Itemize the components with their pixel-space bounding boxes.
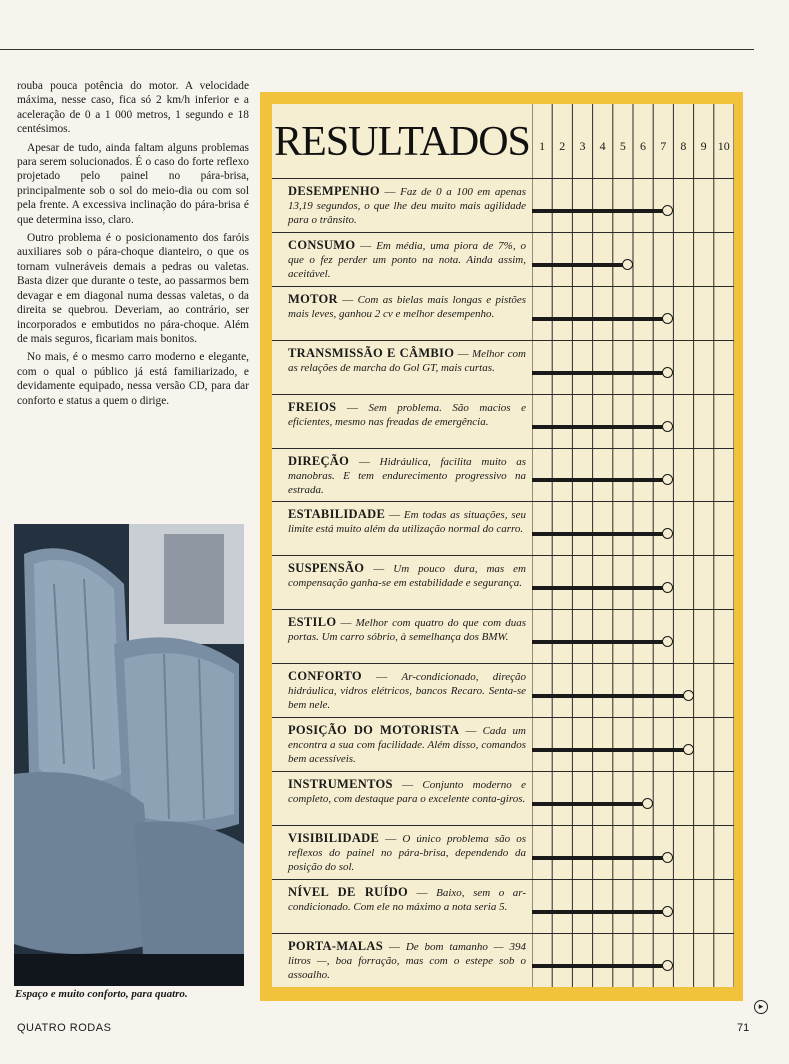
score-marker [662,205,673,216]
result-text: Melhor com quatro do que com duas portas. Um carro sóbrio, à semelhança dos BMW. [288,617,526,644]
result-row [272,717,734,772]
result-label: CONSUMO [288,237,356,252]
result-label: DESEMPENHO [288,184,380,198]
scale-number: 1 [539,139,546,153]
label-dash: — [459,725,483,737]
label-dash: — [361,671,402,684]
score-marker [662,528,673,539]
score-bar [532,910,663,914]
score-marker [662,421,673,432]
label-dash: — [379,832,403,845]
score-bar [532,317,663,321]
result-label: PORTA-MALAS [288,938,383,953]
scale-number: 9 [700,139,707,153]
scale-number: 4 [599,139,606,153]
end-mark-icon: ▸ [754,1000,768,1014]
result-label: VISIBILIDADE [288,830,380,845]
result-description [288,454,526,497]
result-description [288,723,526,766]
result-description [288,346,526,375]
result-label: ESTABILIDADE [288,507,386,522]
result-label: POSIÇÃO DO MOTORISTA [288,723,460,737]
score-bar [532,964,663,968]
article-text [17,79,249,412]
result-row [272,555,734,610]
result-row [272,448,734,503]
score-marker [683,690,694,701]
result-row [272,609,734,664]
result-description [288,184,526,227]
result-description [288,561,526,590]
score-marker [662,474,673,485]
result-label: NÍVEL DE RUÍDO [288,884,408,899]
result-text: Sem problema. São macios e eficientes, mesmo nas freadas de emergência. [288,401,526,428]
result-text: Em média, uma piora de 7%, o que o fez perder um ponto na nota. Ainda assim, aceitável. [288,239,527,280]
scale-number: 7 [660,139,667,153]
score-marker [662,313,673,324]
result-row [272,933,734,988]
scale-number: 2 [559,139,566,153]
result-row [272,501,734,556]
score-marker [662,367,673,378]
result-text: Hidráulica, facilita muito as manobras. E tem endurecimento progressivo na estrada. [288,455,526,496]
result-row [272,178,734,233]
score-marker [662,906,673,917]
result-label: DIREÇÃO [288,453,350,468]
score-bar [532,802,643,806]
label-dash: — [383,940,406,953]
label-dash: — [454,347,472,360]
result-description [288,831,526,874]
label-dash: — [408,886,437,899]
score-bar [532,586,663,590]
result-row [272,663,734,718]
top-rule [0,49,754,50]
score-marker [642,798,653,809]
score-bar [532,694,684,698]
score-bar [532,425,663,429]
label-dash: — [349,455,380,468]
result-description [288,777,526,806]
result-row [272,771,734,826]
result-description [288,238,526,281]
result-row [272,286,734,341]
label-dash: — [336,401,369,414]
score-bar [532,478,663,482]
result-text: Ar-condicionado, direção hidráulica, vidros elétricos, bancos Recaro. Senta-se bem nele. [288,671,527,712]
label-dash: — [364,563,394,576]
article-paragraph: Outro problema é o posicionamento dos faróis auxiliares sob o pára-choque dianteiro, o que os tornam vulneráveis demais a pedras ou valetas. Basta dizer que durante o teste, ao passarmos bem devagar e em diagonal numa dessas valetas, o da direita se quebrou. Deveriam, ao contrário, ser incorporados e embutidos no pára-choque. Além de mais seguros, ficariam mais bonitos. [17,232,249,345]
label-dash: — [379,186,401,198]
result-description [288,615,526,644]
result-text: O único problema são os reflexos do painel no pára-brisa, dependendo da posição do sol. [288,832,526,873]
magazine-name: QUATRO RODAS [17,1022,112,1034]
score-marker [622,259,633,270]
photo-caption: Espaço e muito conforto, para quatro. [15,988,188,1000]
result-label: SUSPENSÃO [288,561,365,576]
page-number: 71 [737,1022,750,1034]
score-marker [662,582,673,593]
result-label: FREIOS [288,399,337,414]
score-marker [683,744,694,755]
label-dash: — [336,617,356,630]
result-description [288,669,526,712]
score-bar [532,748,684,752]
result-row [272,825,734,880]
result-row [272,340,734,395]
score-marker [662,960,673,971]
scale-number: 10 [717,139,730,153]
result-description [288,507,526,536]
result-label: CONFORTO [288,669,362,684]
article-paragraph: No mais, é o mesmo carro moderno e elegante, com o qual o público já está familiarizado, e devidamente equipado, nessa versão CD, para dar conforto e status a quem o dirige. [17,351,249,407]
result-text: Com as bielas mais longas e pistões mais leves, ganhou 2 cv e melhor desempenho. [288,293,526,320]
result-label: TRANSMISSÃO E CÂMBIO [288,345,455,360]
label-dash: — [355,239,377,252]
result-description [288,292,526,321]
result-row [272,232,734,287]
score-bar [532,856,663,860]
result-text: Cada um encontra a sua com facilidade. Além disso, comandos bem acessíveis. [288,725,526,765]
result-text: Conjunto moderno e completo, com destaque para o excelente conta-giros. [288,778,526,805]
result-row [272,394,734,449]
label-dash: — [337,293,358,306]
result-label: INSTRUMENTOS [288,776,393,791]
result-description [288,885,526,914]
score-bar [532,263,623,267]
result-text: Baixo, sem o ar-condicionado. Com ele no máximo a nota seria 5. [288,886,527,913]
result-description [288,939,526,982]
score-bar [532,209,663,213]
result-row [272,879,734,934]
result-label: ESTILO [288,615,337,630]
result-text: De bom tamanho — 394 litros —, boa forração, mas com o estepe sob o assoalho. [288,940,526,981]
result-text: Faz de 0 a 100 em apenas 13,19 segundos, o que lhe deu muito mais agilidade para o trânsito. [288,186,527,226]
result-description [288,400,526,429]
results-title: RESULTADOS [274,119,530,165]
scale-number: 6 [640,139,647,153]
label-dash: — [385,509,404,522]
score-bar [532,640,663,644]
result-text: Em todas as situações, seu limite está muito além da utilização normal do carro. [288,509,526,536]
scale-number: 3 [579,139,586,153]
label-dash: — [392,778,423,791]
article-paragraph: rouba pouca potência do motor. A velocidade máxima, nesse caso, fica só 2 km/h inferior e a aceleração de 0 a 1 000 metros, 1 segundo e 18 centésimos. [17,80,249,136]
score-marker [662,852,673,863]
article-paragraph: Apesar de tudo, ainda faltam alguns problemas para serem solucionados. É o caso do forte reflexo projetado pelo painel no pára-brisa, principalmente sob o sol do meio-dia ou com sol pela frente. A excessiva inclinação do pára-brisa é que determina isso, claro. [17,141,249,226]
score-scale [532,126,734,166]
scale-number: 8 [680,139,687,153]
score-marker [662,636,673,647]
score-bar [532,371,663,375]
score-bar [532,532,663,536]
result-text: Melhor com as relações de marcha do Gol GT, mais curtas. [288,347,526,374]
result-label: MOTOR [288,291,338,306]
scale-number: 5 [619,139,626,153]
result-text: Um pouco dura, mas em compensação ganha-se em estabilidade e segurança. [288,563,526,590]
car-seats-photo [14,524,244,986]
